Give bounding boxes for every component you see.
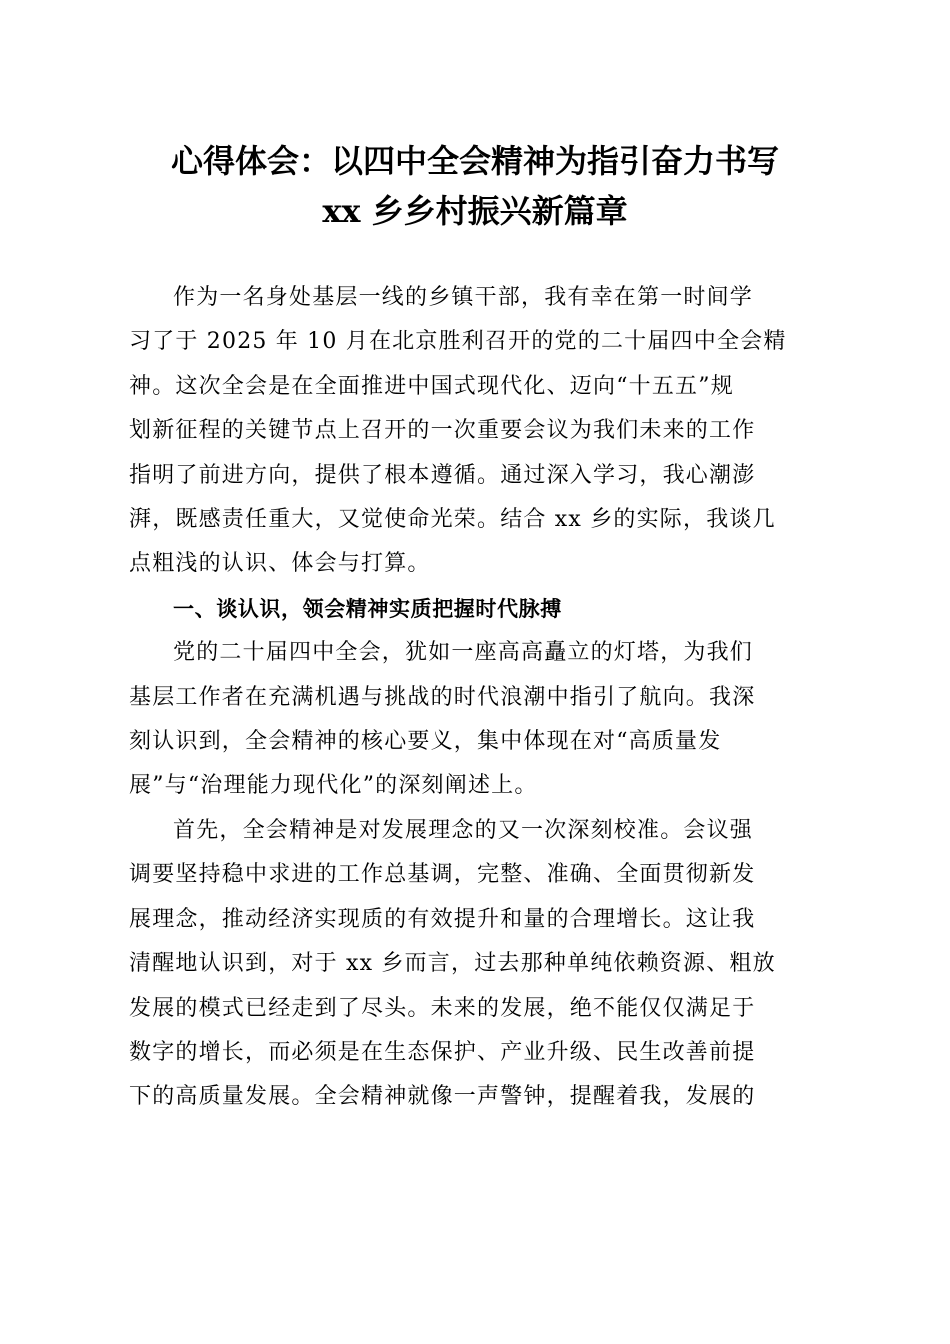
text-line: 作为一名身处基层一线的乡镇干部，我有幸在第一时间学 xyxy=(173,285,754,310)
title-line-1: 心得体会：以四中全会精神为指引奋力书写 xyxy=(170,142,779,180)
text-line: 下的高质量发展。全会精神就像一声警钟，提醒着我，发展的 xyxy=(129,1084,756,1110)
text-line: 点粗浅的认识、体会与打算。 xyxy=(129,551,431,577)
text-line: 习了于 2025 年 10 月在北京胜利召开的党的二十届四中全会精 xyxy=(129,329,787,355)
document-body xyxy=(129,276,823,1120)
paragraph-first-point xyxy=(129,809,823,1120)
title-line-2: xx 乡乡村振兴新篇章 xyxy=(322,192,628,230)
text-line: 刻认识到，全会精神的核心要义，集中体现在对“高质量发 xyxy=(129,729,722,755)
document-title xyxy=(100,136,850,236)
text-line: 湃，既感责任重大，又觉使命光荣。结合 xx 乡的实际，我谈几 xyxy=(129,507,776,533)
paragraph-intro xyxy=(129,276,823,587)
text-line: 展理念，推动经济实现质的有效提升和量的合理增长。这让我 xyxy=(129,906,756,932)
text-line: 神。这次全会是在全面推进中国式现代化、迈向“十五五”规 xyxy=(129,373,734,399)
text-line: 数字的增长，而必须是在生态保护、产业升级、民生改善前提 xyxy=(129,1039,756,1065)
text-line: 划新征程的关键节点上召开的一次重要会议为我们未来的工作 xyxy=(129,418,756,444)
text-line: 调要坚持稳中求进的工作总基调，完整、准确、全面贯彻新发 xyxy=(129,862,756,888)
paragraph-understanding xyxy=(129,631,823,809)
text-line: 发展的模式已经走到了尽头。未来的发展，绝不能仅仅满足于 xyxy=(129,995,756,1021)
text-line: 清醒地认识到，对于 xx 乡而言，过去那种单纯依赖资源、粗放 xyxy=(129,951,776,977)
text-line: 展”与“治理能力现代化”的深刻阐述上。 xyxy=(129,773,538,799)
text-line: 指明了前进方向，提供了根本遵循。通过深入学习，我心潮澎 xyxy=(129,462,756,488)
text-line: 基层工作者在充满机遇与挑战的时代浪潮中指引了航向。我深 xyxy=(129,684,756,710)
text-line: 首先，全会精神是对发展理念的又一次深刻校准。会议强 xyxy=(173,817,754,843)
text-line: 党的二十届四中全会，犹如一座高高矗立的灯塔，为我们 xyxy=(173,640,754,666)
heading-text: 一、谈认识，领会精神实质把握时代脉搏 xyxy=(173,596,562,621)
section-heading xyxy=(129,587,823,631)
